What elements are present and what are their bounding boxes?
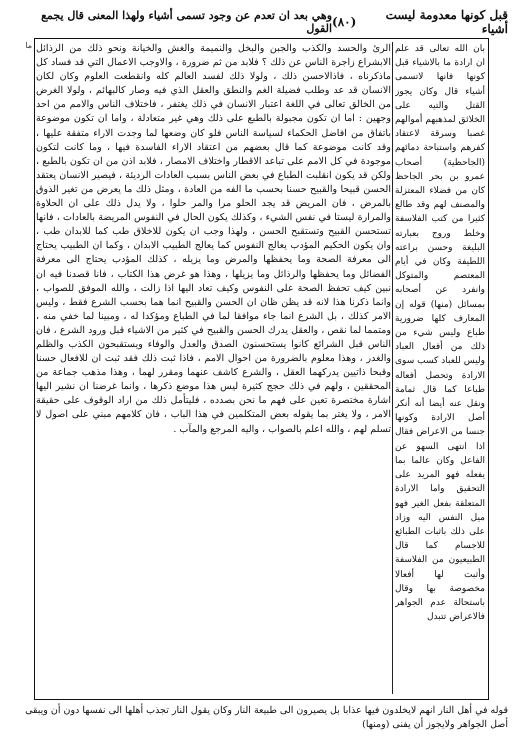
header-left-text: وهي بعد ان تعدم عن وجود تسمى أشياء ولهذا المعنى قال يجمع القول <box>41 9 333 35</box>
side-column <box>395 42 485 694</box>
page-footer <box>14 704 508 744</box>
page-header <box>14 8 508 36</box>
left-margin-note <box>4 40 32 695</box>
page-number: (٨٠) <box>332 15 357 29</box>
footer-text: قوله في أهل النار انهم لايخلدون فيها عذابا بل يصيرون الى طبيعة النار وكان يقول النار تجذب أهلها الى نفسها دون أن ويبقى أصل الجواهر ولايجوز أن يفنى (ومنها) <box>25 705 508 730</box>
main-column <box>36 42 391 694</box>
side-column-text: بان الله تعالى قد علم ان ارادة ما بالاشياء قبل كونها فانها لاتسمى أشياء قال وكان يجوز القتل والتيه على الخلائق لمذهبهم أموالهم غصبا وسرقة لاعتقاد كفرهم واستباحة دمائهم (الجاحظية) أصحاب عمرو بن بحر الجاحظ كان من فضلاء المعتزلة والمصنف لهم وقد طالع كثيرا من كتب الفلاسفة وخلط وروج بعبارته البليغة وحسن براعته اللطيفة وكان في أيام المعتصم والمتوكل وانفرد عن أصحابه بمسائل (منها) قوله إن المعارف كلها ضرورية طباع وليس شيء من ذلك من أفعال العباد وليس للعباد كسب سوى الارادة وتحصل أفعاله طباعا كما قال ثمامة ونقل عنه أيضا أنه أنكر أصل الارادة وكونها جنسا من الاعراض فقال اذا انتهى السهو عن الفاعل وكان عالما بما يفعله فهو المريد على التحقيق واما الارادة المتعلقة بفعل الغير فهو ميل النفس اليه وزاد على ذلك باثبات الطبائع للاجسام كما قال الطبيعيون من الفلاسفة وأثبت لها أفعالا مخصوصة بها وقال باستحالة عدم الجواهر فالاعراض تتبدل <box>395 44 485 623</box>
column-divider <box>392 42 393 694</box>
header-right-text: قبل كونها معدومة ليست أشياء <box>385 8 508 36</box>
left-margin-text: ما <box>25 41 32 50</box>
main-column-text: الرئ والحسد والكذب والجبن والبخل والنميمة والغش والخيانة ونحو ذلك من الرذائل الابشراع زاجرة الناس عن ذلك ؟ فلابد من ثم ضرورة ، والاوجب الاعمال التي قد فساد كل ماذكرناه ، فاذالاحسن ذلك ، ولولا ذلك لفسد العالم كله وانقطعت العلوم وكان لكان الانسان قد عد وطلب فضيلة الغم والنطق والعقل الذي فيه وصار كالبهائم ، ولولا الغرض من الخالق تعالى في اللغة اعتبار الانسان في ذلك يغتفر ، فاختلاف الناس والامم من احد وجهين : اما ان تكون مجبولة بالطبع على ذلك وهي غير متعادلة ، واما ان تكون موضوعة باتفاق من افاضل الحكماء لسياسة الناس فلو كان وضعها لما وجدت الاراء متفقة عليها ، وقد كانت موضوعة كما قال بعضهم من اعتقاد الاراء الفاسدة فيها ، وما كانت لتكون موجودة في كل الامم على تباعد الاقطار واختلاف الامصار ، فلابد اذن من ان تكون بالطبع ، ولكن قد يكون انقلبت الطباع في بعض الناس بسبب العادات الرديئة ، فيصير الانسان يعتقد الحسن قبيحا والقبيح حسنا بحسب ما الفه من العادة ، ومثل ذلك ما يعرض من تغير الذوق بالمرض ، فان المريض قد يجد الحلو مرا والمر حلوا ، ولا يدل ذلك على ان الحلاوة والمرارة ليستا في نفس الشيء ، وكذلك يكون الحال في النفوس المريضة بالعادات ، فانها تستحسن القبيح وتستقبح الحسن ، ولهذا وجب ان يكون للاخلاق طب كما للابدان طب ، وان يكون الحكيم المؤدب يعالج النفوس كما يعالج الطبيب الابدان ، وكما ان الطبيب يحتاج الى معرفة الصحة وما يحفظها والمرض وما يزيله ، كذلك المؤدب يحتاج الى معرفة الفضائل وما يحفظها والرذائل وما يزيلها ، وهذا هو غرض هذا الكتاب ، فانا قصدنا فيه ان نبين كيف تحفظ الصحة على النفوس وكيف تعاد اليها اذا زالت ، والله الموفق للصواب ، وانما ذكرنا هذا لانه قد يظن ظان ان الحسن والقبيح انما هما بحسب الشرع فقط ، وليس الامر كذلك ، بل الشرع انما جاء موافقا لما في الطباع ومؤكدا له ، ومبينا لما خفي منه ، ومتمما لما نقص ، والعقل يدرك الحسن والقبيح في كثير من الاشياء قبل ورود الشرع ، فان الناس قبل الشرائع كانوا يستحسنون الصدق والعدل والوفاء ويستقبحون الكذب والظلم والغدر ، وهذا معلوم بالضرورة من احوال الامم ، فاذا ثبت ذلك فقد ثبت ان للافعال حسنا وقبحا ذاتيين يدركهما العقل ، والشرع كاشف عنهما ومقرر لهما ، وهذا مذهب جماعة من المحققين ، ولهم في ذلك حجج كثيرة ليس هذا موضع ذكرها ، وانما غرضنا ان نشير اليها اشارة مختصرة تعين على فهم ما نحن بصدده ، فليتأمل ذلك من اراد الوقوف على حقيقة الامر ، ولا يغتر بما يقوله بعض المتكلمين في هذا الباب ، فان كلامهم مبني على اصول لا تسلم لهم ، والله اعلم بالصواب ، واليه المرجع والمآب . <box>36 43 391 435</box>
